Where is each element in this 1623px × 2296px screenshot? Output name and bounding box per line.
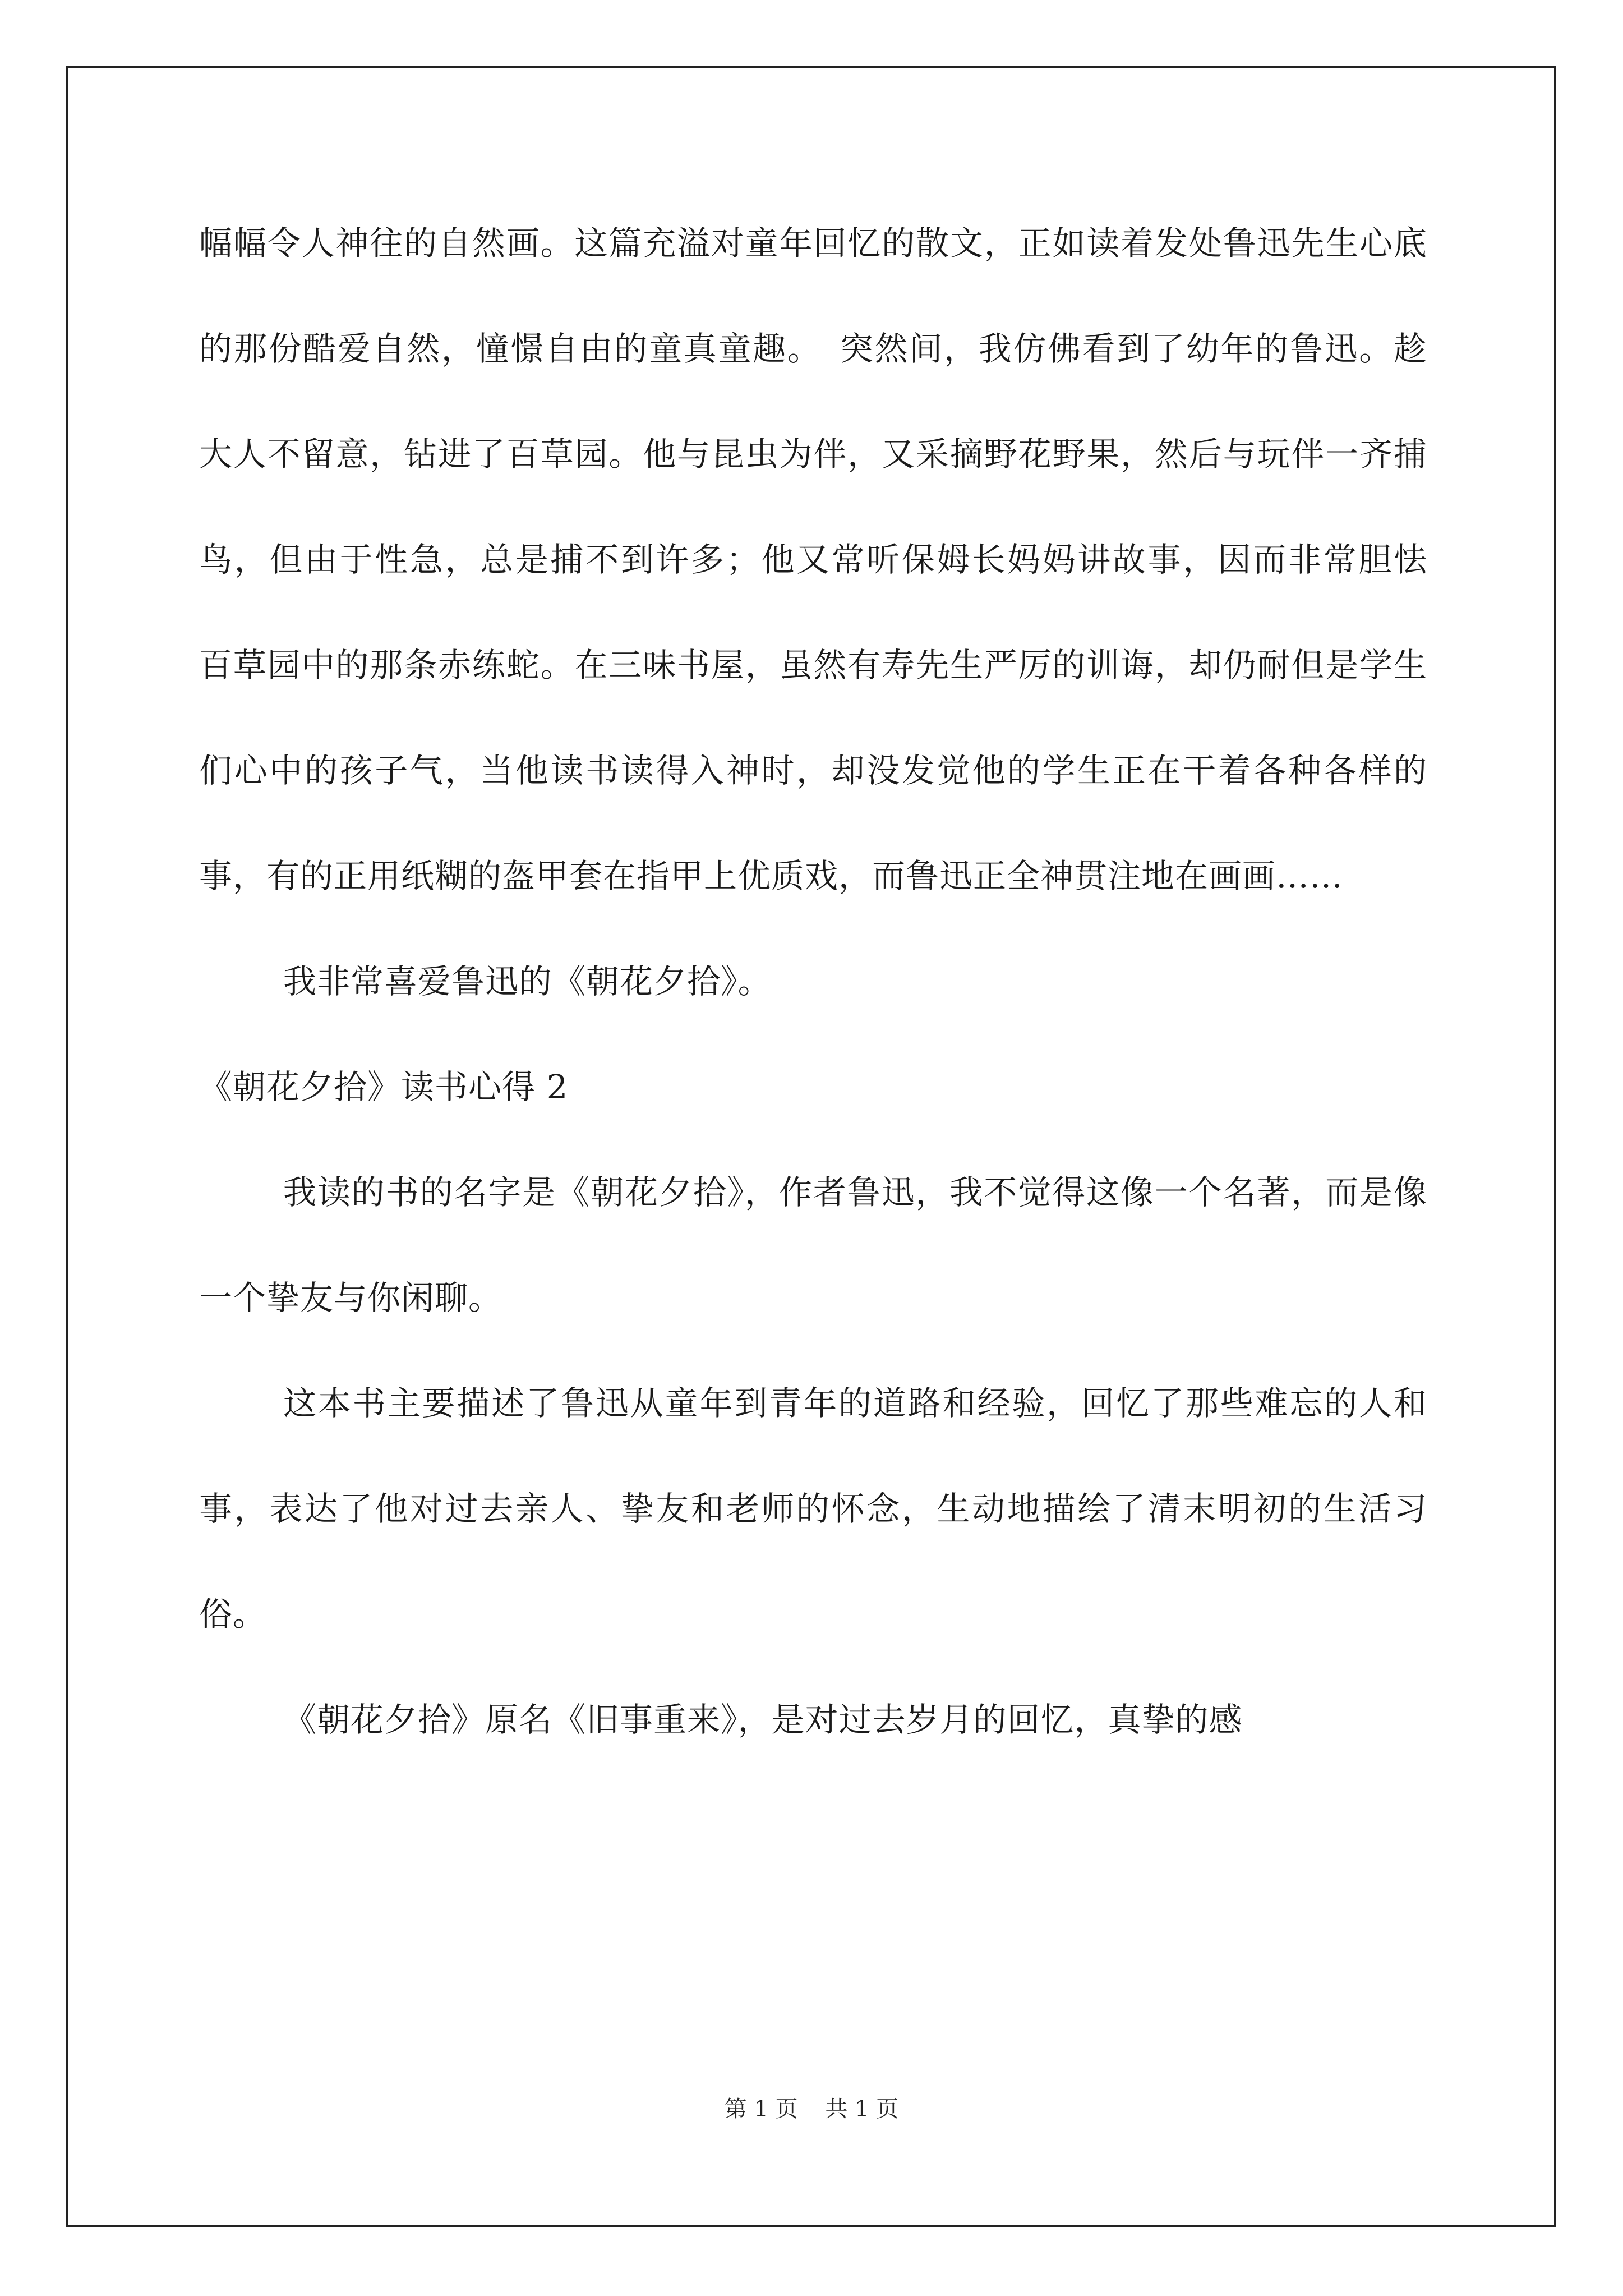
page-total: 共 1 页 (825, 2096, 899, 2122)
page-footer (0, 2091, 1623, 2123)
section-heading: 《朝花夕拾》读书心得 2 (199, 1068, 569, 1106)
paragraph-1: 幅幅令人神往的自然画。这篇充溢对童年回忆的散文，正如读着发处鲁迅先生心底的那份酷爱自然，憧憬自由的童真童趣。 突然间，我仿佛看到了幼年的鲁迅。趁大人不留意，钻进了百草园。他与昆虫为伴，又采摘野花野果，然后与玩伴一齐捕鸟，但由于性急，总是捕不到许多；他又常听保姆长妈妈讲故事，因而非常胆怯 百草园中的那条赤练蛇。在三味书屋，虽然有寿先生严厉的训诲，却仍耐但是学生们心中的孩子气，当他读书读得入神时，却没发觉他的学生正在干着各种各样的事，有的正用纸糊的盔甲套在指甲上优质戏，而鲁迅正全神贯注地在画画…… (199, 224, 1461, 895)
paragraph-4: 这本书主要描述了鲁迅从童年到青年的道路和经验，回忆了那些难忘的人和事，表达了他对过去亲人、挚友和老师的怀念，生动地描绘了清末明初的生活习俗。 (199, 1384, 1427, 1634)
page-number: 第 1 页 (724, 2096, 798, 2122)
paragraph-2: 我非常喜爱鲁迅的《朝花夕拾》。 (283, 962, 772, 1001)
paragraph-3: 我读的书的名字是《朝花夕拾》，作者鲁迅，我不觉得这像一个名著，而是像一个挚友与你闲聊。 (199, 1173, 1427, 1317)
document-body (199, 191, 1461, 1773)
paragraph-5: 《朝花夕拾》原名《旧事重来》，是对过去岁月的回忆，真挚的感 (283, 1700, 1243, 1739)
